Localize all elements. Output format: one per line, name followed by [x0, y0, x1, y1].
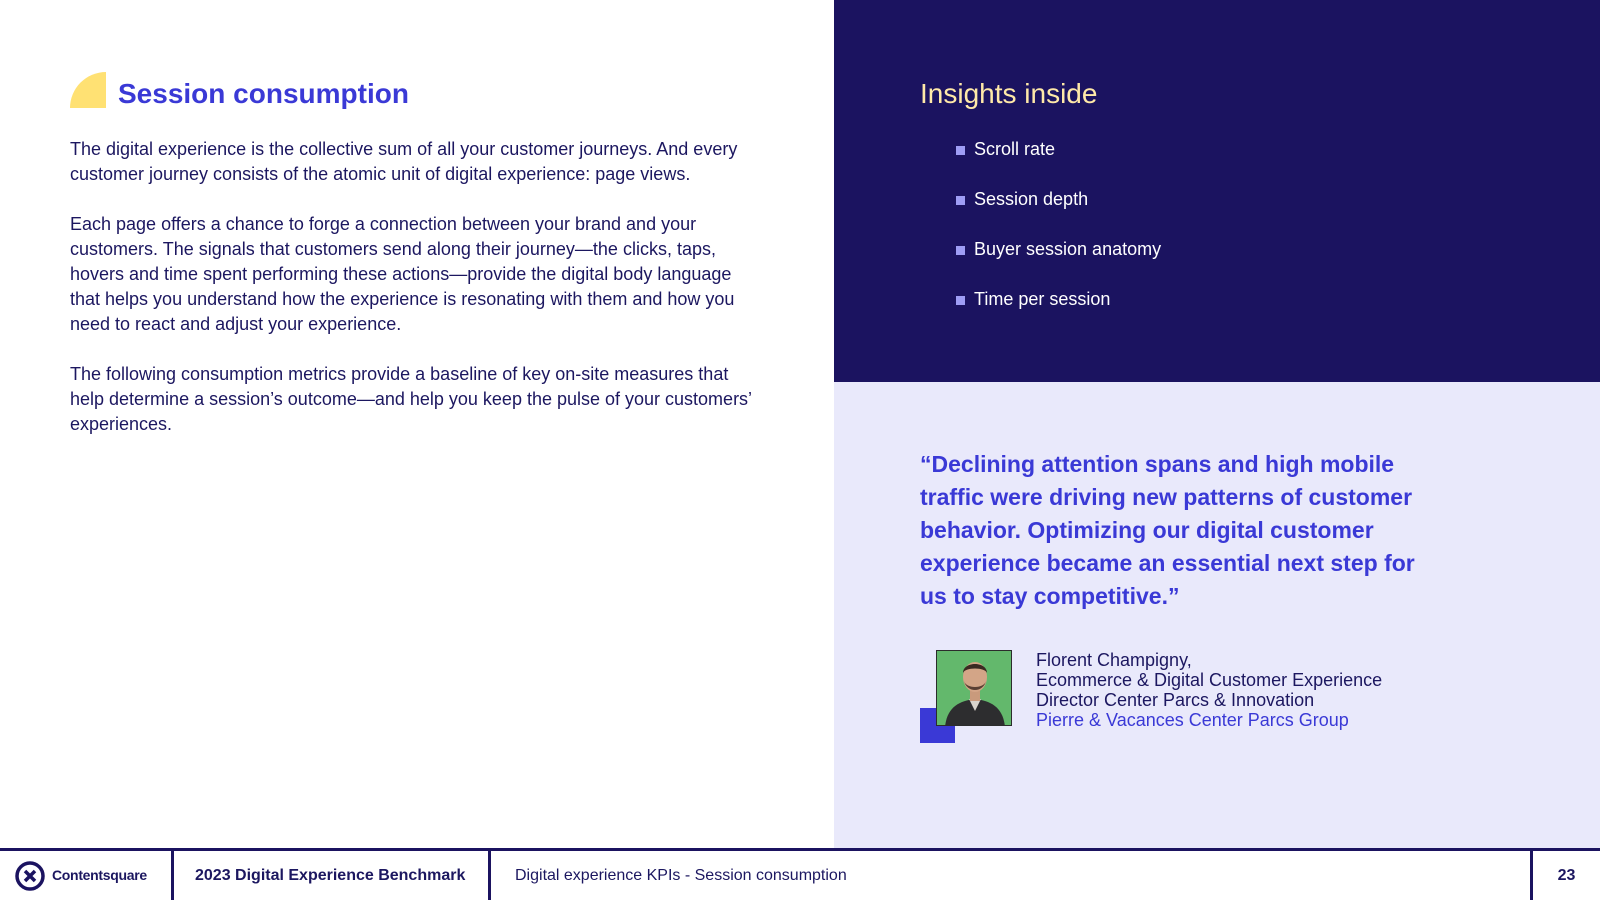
quarter-circle-icon: [70, 72, 106, 108]
insight-item: [956, 237, 1161, 287]
quote-text: “Declining attention spans and high mobile traffic were driving new patterns of customer behavior. Optimizing our digital customer experience became an essential next step for us to stay competitive.”: [920, 451, 1415, 609]
insight-item: [956, 187, 1161, 237]
footer-logo: [0, 851, 174, 900]
quote-panel: [834, 382, 1600, 848]
footer-section-title: Digital experience KPIs - Session consumption: [491, 851, 1533, 900]
author-title-line-2: Director Center Parcs & Innovation: [1036, 690, 1315, 710]
insights-panel: [834, 0, 1600, 382]
paragraph-3: The following consumption metrics provide a baseline of key on-site measures that help determine a session’s outcome—and help you keep the pulse of your customers’ experiences.: [70, 364, 752, 434]
author-name: Florent Champigny,: [1036, 650, 1192, 670]
insight-item: [956, 137, 1161, 187]
section-title: Session consumption: [118, 78, 409, 109]
body-text: [70, 137, 760, 462]
left-content: [0, 0, 834, 848]
author-info: [1036, 650, 1382, 730]
insights-list: [956, 137, 1161, 337]
author-title-line-1: Ecommerce & Digital Customer Experience: [1036, 670, 1383, 690]
square-bullet-icon: [956, 146, 965, 155]
author-photo: [936, 650, 1012, 726]
square-bullet-icon: [956, 196, 965, 205]
insight-item: [956, 287, 1161, 337]
contentsquare-logo-icon: [14, 860, 46, 892]
footer-bar: [0, 848, 1600, 900]
insights-title: Insights inside: [920, 78, 1098, 109]
square-bullet-icon: [956, 296, 965, 305]
logo-wordmark: Contentsquare: [52, 867, 147, 883]
page-number: 23: [1557, 867, 1576, 884]
square-bullet-icon: [956, 246, 965, 255]
insight-label: Time per session: [974, 289, 1111, 309]
insight-label: Scroll rate: [974, 139, 1056, 159]
paragraph-1: The digital experience is the collective sum of all your customer journeys. And every customer journey consists of the atomic unit of digital experience: page views.: [70, 139, 738, 184]
person-portrait-icon: [937, 651, 1012, 726]
footer-report-title: 2023 Digital Experience Benchmark: [174, 851, 491, 900]
paragraph-2: Each page offers a chance to forge a connection between your brand and your customers. The signals that customers send along their journey—the clicks, taps, hovers and time spent performing these actions—provide the digital body language that helps you understand how the experience is resonating with them and how you need to react and adjust your experience.: [70, 214, 735, 334]
author-organization: Pierre & Vacances Center Parcs Group: [1036, 710, 1349, 730]
insight-label: Buyer session anatomy: [974, 239, 1162, 259]
insight-label: Session depth: [974, 189, 1089, 209]
